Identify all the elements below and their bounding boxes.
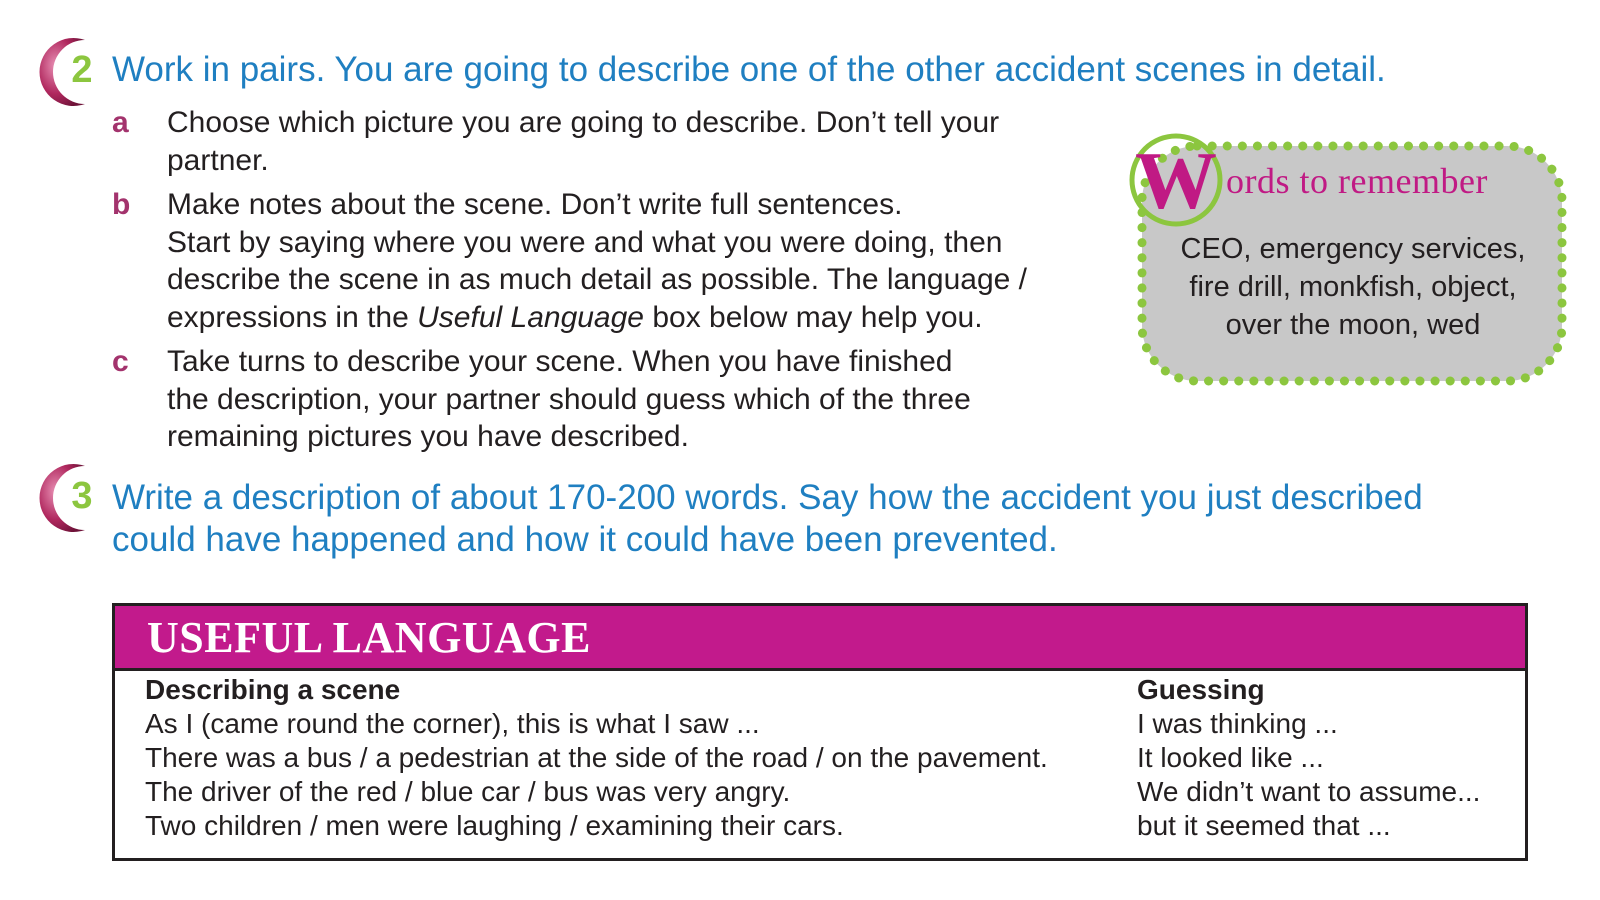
useful-language-reference: Useful Language <box>417 300 644 334</box>
guessing-column <box>1137 673 1480 843</box>
subtask-letter: c <box>112 345 129 378</box>
subtask-text-line: describe the scene in as much detail as possible. The language / <box>167 263 1027 296</box>
subtask-text-line: partner. <box>167 143 269 177</box>
describing-line: Two children / men were laughing / examining their cars. <box>145 810 844 841</box>
describing-line: The driver of the red / blue car / bus was very angry. <box>145 776 791 807</box>
words-line: CEO, emergency services, <box>1180 233 1526 265</box>
task-2-number-badge <box>30 32 110 112</box>
useful-language-title: USEFUL LANGUAGE <box>147 613 591 662</box>
subtask-text-line: the description, your partner should guess which of the three <box>167 382 971 416</box>
subtask-letter: a <box>112 106 129 139</box>
task-2-number: 2 <box>71 49 93 91</box>
task-3-instruction-line-1: Write a description of about 170-200 words. Say how the accident you just described <box>112 478 1423 517</box>
subtask-text-line: expressions in the Useful Language box below may help you. <box>167 300 983 334</box>
guessing-line: but it seemed that ... <box>1137 810 1391 841</box>
words-to-remember-box <box>1128 128 1578 398</box>
words-title-initial: W <box>1135 135 1217 226</box>
subtask-text-line: Take turns to describe your scene. When you have finished <box>167 345 953 378</box>
subtask-letter: b <box>112 188 131 221</box>
guessing-line: It looked like ... <box>1137 742 1324 773</box>
words-title: ords to remember <box>1226 161 1488 201</box>
words-line: fire drill, monkfish, object, <box>1189 271 1517 303</box>
words-list <box>1138 230 1568 344</box>
describing-heading: Describing a scene <box>145 674 401 705</box>
guessing-line: We didn’t want to assume... <box>1137 776 1481 807</box>
subtask-text-line: remaining pictures you have described. <box>167 420 689 453</box>
subtask-text-line: Choose which picture you are going to describe. Don’t tell your <box>167 106 1000 139</box>
describing-line: There was a bus / a pedestrian at the side of the road / on the pavement. <box>145 742 1048 773</box>
task-3-number: 3 <box>71 475 93 517</box>
guessing-line: I was thinking ... <box>1137 708 1338 739</box>
useful-language-header <box>115 606 1525 671</box>
useful-language-box <box>112 603 1528 861</box>
task-2-instruction: Work in pairs. You are going to describe one of the other accident scenes in detail. <box>112 50 1386 89</box>
task-3-number-badge <box>30 458 110 538</box>
guessing-heading: Guessing <box>1137 674 1265 705</box>
subtask-text-line: Start by saying where you were and what you were doing, then <box>167 225 1003 259</box>
words-line: over the moon, wed <box>1225 309 1481 341</box>
describing-line: As I (came round the corner), this is what I saw ... <box>145 708 760 739</box>
task-3-instruction-line-2: could have happened and how it could have been prevented. <box>112 520 1058 559</box>
subtask-text-line: Make notes about the scene. Don’t write full sentences. <box>167 188 903 221</box>
describing-column <box>145 673 1048 843</box>
